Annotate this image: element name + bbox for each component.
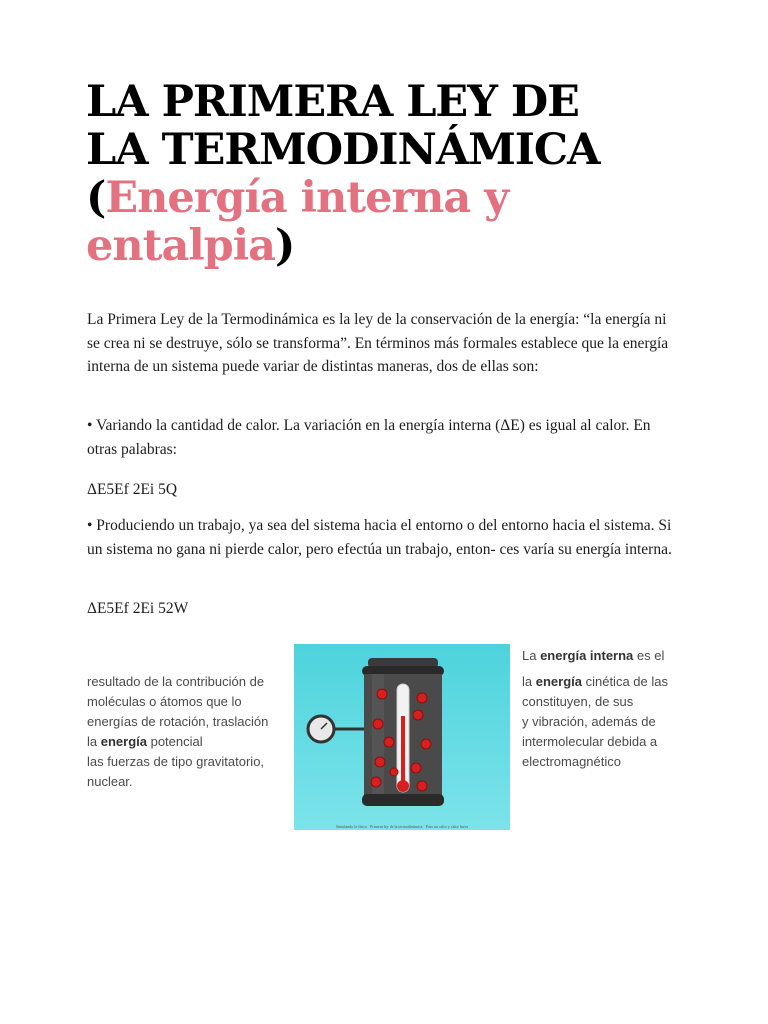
left-line-6: nuclear. xyxy=(87,774,133,789)
right-line-1 xyxy=(522,646,722,666)
left-line-3: energías de rotación, traslación xyxy=(87,714,269,729)
molecule xyxy=(375,757,385,767)
title-accent: Energía interna y entalpia xyxy=(86,173,509,271)
left-line-2: moléculas o átomos que lo xyxy=(87,694,242,709)
page-title xyxy=(86,78,706,270)
right-line-6: electromagnético xyxy=(522,754,621,769)
left-line-4-bold: energía xyxy=(100,734,147,749)
left-line-4-post: potencial xyxy=(146,734,203,749)
intro-paragraph: La Primera Ley de la Termodinámica es la ley de la conservación de la energía: “la energía ni se crea ni se destruye, sólo se transforma”. En términos más formales establece que la energía interna de un sistema puede variar de distintas maneras, dos de ellas son: xyxy=(87,311,669,375)
molecule xyxy=(384,737,394,747)
molecule xyxy=(421,739,431,749)
molecule xyxy=(371,777,381,787)
work-paragraph: • Produciendo un trabajo, ya sea del sistema hacia el entorno o del entorno hacia el sistema. Si un sistema no gana ni pierde calor, pero efectúa un trabajo, enton- ces varía su energía interna. xyxy=(87,517,672,558)
title-paren-close: ) xyxy=(274,221,295,271)
molecule xyxy=(377,689,387,699)
left-line-4-pre: la xyxy=(87,734,101,749)
cylinder-base xyxy=(362,794,444,806)
right-line-4: y vibración, además de xyxy=(522,714,656,729)
molecule xyxy=(413,710,423,720)
internal-energy-illustration xyxy=(294,644,510,830)
figure-caption: Simulando la física · Primera ley de la termodinámica · Para un calor y calor fuera xyxy=(335,824,469,829)
title-line-2: LA TERMODINÁMICA xyxy=(86,125,600,175)
title-paren-open: ( xyxy=(86,173,106,223)
right-line-2-pre: la xyxy=(522,674,536,689)
molecule xyxy=(373,719,383,729)
left-line-4 xyxy=(87,732,287,752)
thermometer-mercury xyxy=(401,716,405,786)
title-line-1: LA PRIMERA LEY DE xyxy=(86,77,579,127)
right-line-5: intermolecular debida a xyxy=(522,734,658,749)
right-line-1-pre: La xyxy=(522,648,541,663)
right-line-2-post: cinética de las xyxy=(581,674,668,689)
molecule xyxy=(390,768,398,776)
left-line-5: las fuerzas de tipo gravitatorio, xyxy=(87,754,265,769)
right-line-1-post: es el xyxy=(633,648,665,663)
heat-paragraph: • Variando la cantidad de calor. La variación en la energía interna (ΔE) es igual al calor. En otras palabras: xyxy=(87,417,651,458)
left-line-1: resultado de la contribución de xyxy=(87,674,265,689)
equation-heat: ΔE5Ef 2Ei 5Q xyxy=(87,481,178,498)
right-line-2 xyxy=(522,672,722,692)
right-line-2-bold: energía xyxy=(535,674,582,689)
left-text-column xyxy=(87,672,287,792)
right-text-column xyxy=(522,646,722,772)
cylinder-thermometer-graphic xyxy=(294,644,510,830)
molecule xyxy=(411,763,421,773)
molecule xyxy=(417,693,427,703)
thermometer-bulb xyxy=(397,780,409,792)
molecule xyxy=(417,781,427,791)
right-line-1-bold: energía interna xyxy=(540,648,634,663)
right-line-3: constituyen, de sus xyxy=(522,694,634,709)
equation-work: ΔE5Ef 2Ei 52W xyxy=(87,600,189,617)
